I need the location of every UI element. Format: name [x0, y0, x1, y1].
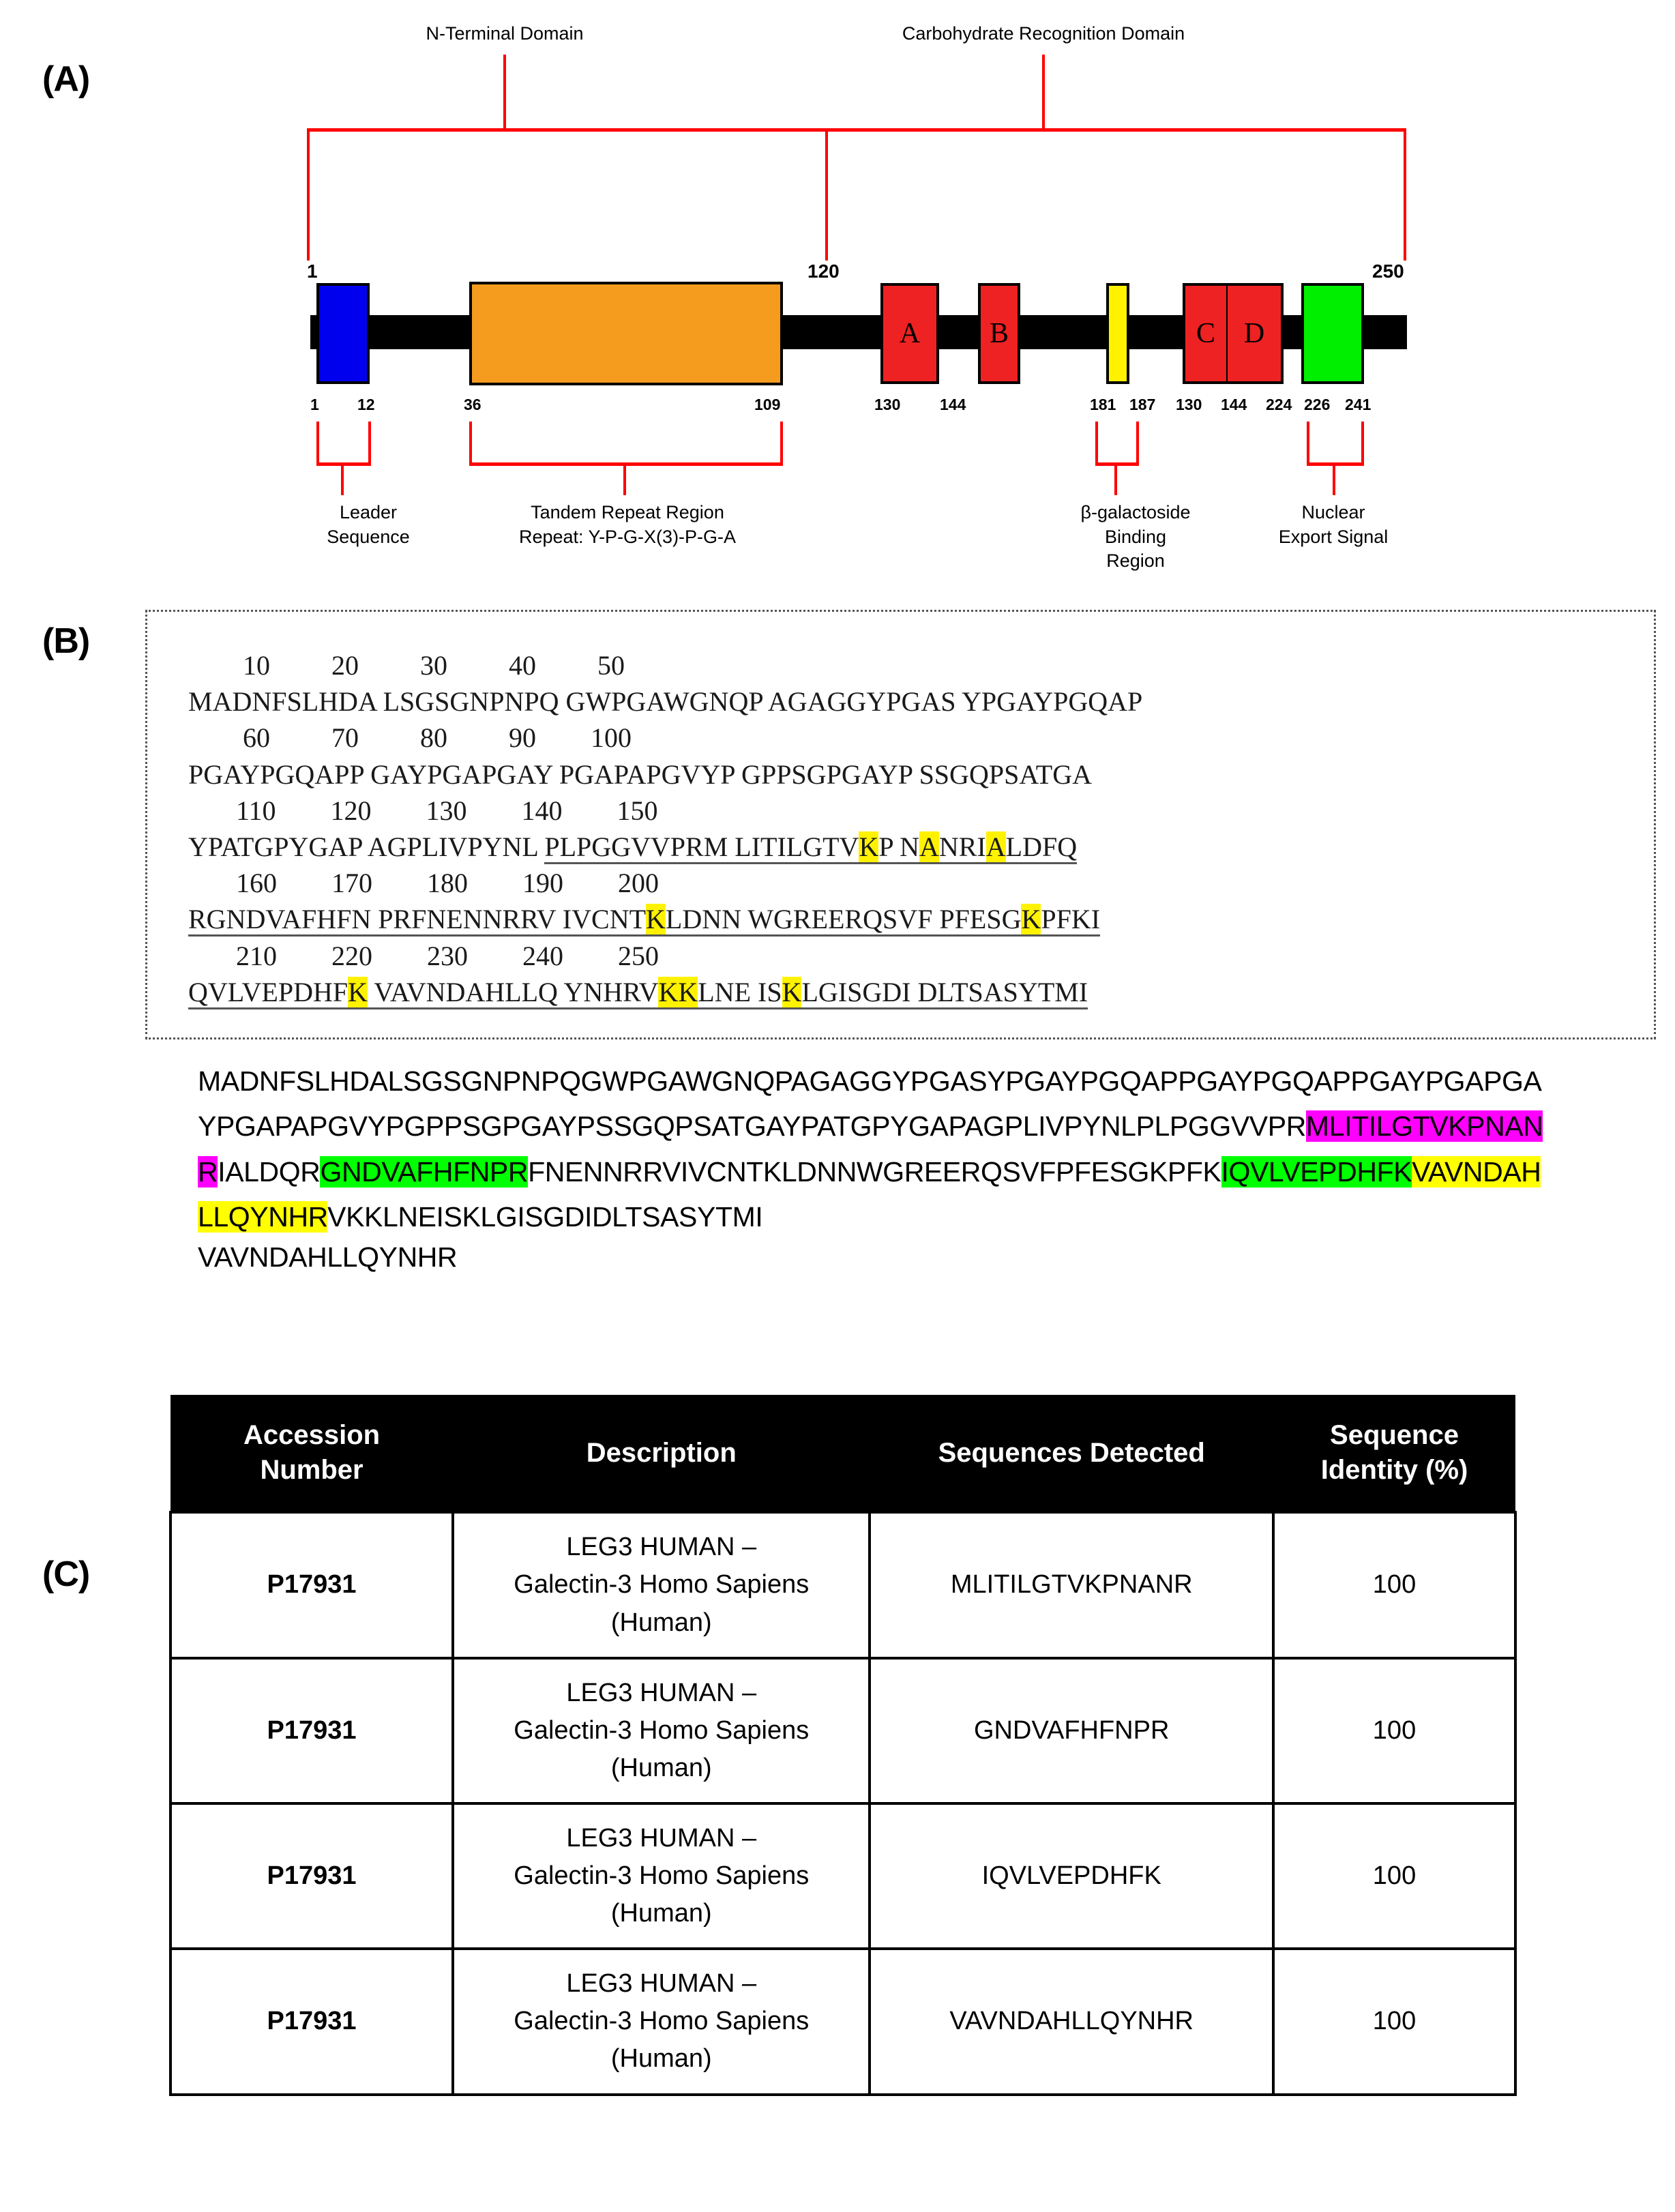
alignment-ruler-4: 160 170 180 190 200 — [188, 868, 659, 899]
table-header-row — [171, 1395, 1515, 1512]
panel-c — [0, 1385, 1675, 2189]
annotation-nuclear-export-signal — [1234, 501, 1432, 549]
betagal-bracket-stem — [1114, 462, 1117, 495]
leader-bracket-stem — [341, 462, 344, 495]
scale-bot-1: 1 — [310, 396, 319, 413]
scale-top-1: 1 — [307, 261, 318, 282]
tandem-bracket-left — [469, 422, 472, 465]
column-header-accession-number: Accession Number — [171, 1395, 453, 1512]
domain-box-leader — [316, 283, 370, 384]
alignment-row-2: PGAYPGQAPP GAYPGAPGAY PGAPAPGVYP GPPSGPGAYP SSGQPSATGA — [188, 758, 1092, 790]
tandem-bracket-right — [780, 422, 783, 465]
column-header-description: Description — [453, 1395, 870, 1512]
detected-peptides-table — [169, 1395, 1517, 2096]
cell-identity: 100 — [1273, 1803, 1515, 1949]
scale-bot-109: 109 — [754, 396, 781, 413]
domain-box-a: A — [880, 283, 939, 384]
alignment-ruler-5: 210 220 230 240 250 — [188, 940, 659, 971]
scale-bot-144a: 144 — [940, 396, 966, 413]
nes-bracket-left — [1307, 422, 1309, 465]
scale-bot-130b: 130 — [1176, 396, 1202, 413]
crd-stem — [1042, 55, 1045, 130]
scale-top-250: 250 — [1372, 261, 1404, 282]
annotation-leader-sequence-text: Leader Sequence — [327, 502, 410, 547]
panel-b-label: (B) — [42, 621, 90, 661]
peptide-yellow: VAVNDAHLLQYNHR — [198, 1155, 1541, 1233]
leader-bracket-rule — [316, 462, 371, 466]
nes-bracket-rule — [1307, 462, 1364, 466]
annotation-beta-galactoside — [1023, 501, 1248, 574]
annotation-tandem-repeat-text: Tandem Repeat Region Repeat: Y-P-G-X(3)-P-G-A — [518, 502, 737, 547]
domain-title-crd: Carbohydrate Recognition Domain — [902, 23, 1185, 44]
annotation-beta-galactoside-text: β-galactoside Binding Region — [1080, 502, 1191, 572]
annotation-leader-sequence — [273, 501, 464, 549]
cell-accession: P17931 — [171, 1658, 453, 1803]
top-bracket-right-tick — [1404, 128, 1406, 261]
alignment-row-5: QVLVEPDHFK VAVNDAHLLQ YNHRVKKLNE ISKLGISGDI DLTSASYTMI — [188, 974, 1142, 1010]
cell-description: LEG3 HUMAN – Galectin-3 Homo Sapiens (Human) — [453, 1512, 870, 1657]
cell-description: LEG3 HUMAN – Galectin-3 Homo Sapiens (Human) — [453, 1658, 870, 1803]
table-row — [171, 1949, 1515, 2094]
panel-a — [0, 0, 1675, 572]
cell-accession: P17931 — [171, 1803, 453, 1949]
cell-sequence: VAVNDAHLLQYNHR — [870, 1949, 1273, 2094]
cell-description: LEG3 HUMAN – Galectin-3 Homo Sapiens (Human) — [453, 1803, 870, 1949]
top-bracket-left-tick — [307, 128, 310, 261]
cell-description: LEG3 HUMAN – Galectin-3 Homo Sapiens (Human) — [453, 1949, 870, 2094]
scale-bot-187: 187 — [1129, 396, 1156, 413]
peptide-note: VAVNDAHLLQYNHR — [198, 1241, 458, 1273]
scale-bot-130a: 130 — [874, 396, 901, 413]
leader-bracket-right — [368, 422, 371, 465]
annotation-nuclear-export-signal-text: Nuclear Export Signal — [1278, 502, 1389, 547]
cell-identity: 100 — [1273, 1512, 1515, 1657]
domain-box-c: C — [1183, 283, 1228, 384]
alignment-row-1: MADNFSLHDA LSGSGNPNPQ GWPGAWGNQP AGAGGYPGAS YPGAYPGQAP — [188, 686, 1143, 718]
domain-box-beta-galactoside — [1106, 283, 1129, 384]
panel-c-label: (C) — [42, 1554, 90, 1594]
alignment-ruler-2: 60 70 80 90 100 — [188, 722, 632, 754]
scale-bot-241: 241 — [1345, 396, 1372, 413]
alignment-row-3: YPATGPYGAP AGPLIVPYNL PLPGGVVPRM LITILGTVKP NANRIALDFQ — [188, 829, 1142, 865]
domain-title-nterminal: N-Terminal Domain — [426, 23, 584, 44]
nterminal-stem — [503, 55, 506, 130]
scale-bot-224: 224 — [1266, 396, 1292, 413]
domain-box-tandem-repeat — [469, 282, 783, 385]
table-row — [171, 1512, 1515, 1657]
domain-box-b: B — [978, 283, 1020, 384]
scale-top-120: 120 — [807, 261, 840, 282]
cell-sequence: IQVLVEPDHFK — [870, 1803, 1273, 1949]
column-header-sequence-identity: Sequence Identity (%) — [1273, 1395, 1515, 1512]
top-bracket-mid-tick — [825, 128, 828, 261]
betagal-bracket-left — [1095, 422, 1098, 465]
cell-sequence: MLITILGTVKPNANR — [870, 1512, 1273, 1657]
top-bracket-rule — [307, 128, 1406, 132]
tandem-bracket-stem — [623, 462, 626, 495]
column-header-sequences-detected: Sequences Detected — [870, 1395, 1273, 1512]
table-row — [171, 1658, 1515, 1803]
alignment-ruler-1: 10 20 30 40 50 — [188, 650, 625, 681]
scale-bot-181: 181 — [1090, 396, 1116, 413]
alignment-ruler-3: 110 120 130 140 150 — [188, 795, 658, 826]
peptide-green-1: GNDVAFHFNPR — [320, 1155, 529, 1188]
sequence-alignment — [188, 647, 1142, 1010]
nes-bracket-stem — [1333, 462, 1335, 495]
cell-accession: P17931 — [171, 1949, 453, 2094]
annotation-tandem-repeat — [477, 501, 777, 549]
cell-sequence: GNDVAFHFNPR — [870, 1658, 1273, 1803]
cell-identity: 100 — [1273, 1949, 1515, 2094]
domain-box-d: D — [1226, 283, 1284, 384]
peptide-green-2: IQVLVEPDHFK — [1221, 1155, 1412, 1188]
panel-a-label: (A) — [42, 59, 90, 99]
full-sequence-highlighted: MADNFSLHDALSGSGNPNPQGWPGAWGNQPAGAGGYPGASYPGAYPGQAPPGAYPGQAPPGAYPGAPGAYPGAPAPGVYPGPPSGPGAYPSSGQPSATGAYPATGPYGAPAGPLIVPYNLPLPGGVVPRMLITILGTVKPNANRIALDQRGNDVAFHFNPRFNENNRRVIVCNTKLDNNWGREERQSVFPFESGKPFKIQVLVEPDHFKVAVNDAHLLQYNHRVKKLNEISKLGISGDIDLTSASYTMI — [198, 1065, 1543, 1233]
panel-b — [0, 600, 1675, 1357]
tandem-bracket-rule — [469, 462, 783, 466]
betagal-bracket-right — [1136, 422, 1139, 465]
nes-bracket-right — [1361, 422, 1364, 465]
scale-bot-12: 12 — [357, 396, 375, 413]
scale-bot-144b: 144 — [1221, 396, 1247, 413]
cell-accession: P17931 — [171, 1512, 453, 1657]
scale-bot-226: 226 — [1304, 396, 1331, 413]
scale-bot-36: 36 — [464, 396, 481, 413]
cell-identity: 100 — [1273, 1658, 1515, 1803]
peptide-magenta: MLITILGTVKPNANR — [198, 1110, 1543, 1188]
betagal-bracket-rule — [1095, 462, 1139, 466]
alignment-row-4: RGNDVAFHFN PRFNENNRRV IVCNTKLDNN WGREERQSVF PFESGKPFKI — [188, 901, 1142, 937]
table-row — [171, 1803, 1515, 1949]
alignment-box — [145, 610, 1656, 1039]
domain-box-nuclear-export-signal — [1301, 283, 1364, 384]
leader-bracket-left — [316, 422, 319, 465]
